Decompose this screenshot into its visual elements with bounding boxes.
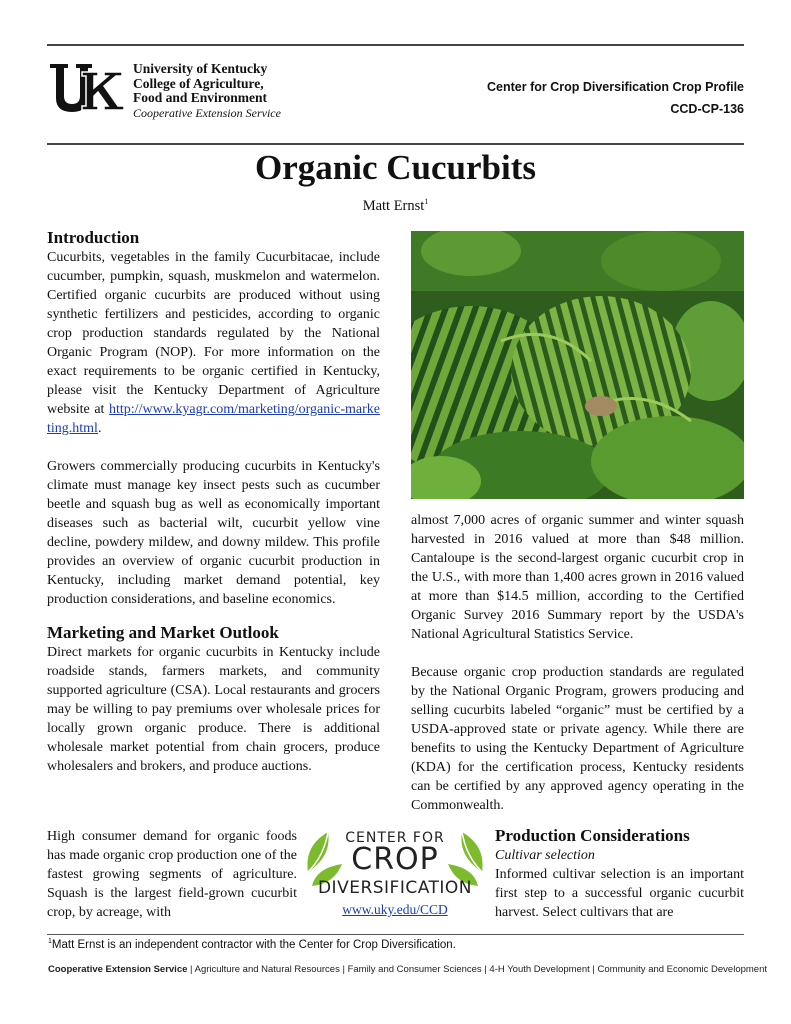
right-paragraph-1: almost 7,000 acres of organic summer and winter squash harvested in 2016 valued at more than $48 million. Cantaloupe is the second-largest organic cucurbit crop in the U.S., with more than 1,400 acres grown in 2016 valued at more than $14.5 million, according to the Certified Organic Survey 2016 Summary report by the USDA's National Agricultural Statistics Service.: [411, 513, 744, 642]
intro-paragraph-1: [47, 248, 380, 438]
footer-ces: Cooperative Extension Service: [48, 964, 188, 975]
org-line-3: Food and Environment: [133, 90, 268, 105]
footnote-text: Matt Ernst is an independent contractor with the Center for Crop Diversification.: [51, 938, 456, 951]
ccd-logo-line-3: DIVERSIFICATION: [317, 878, 473, 898]
left-column-bottom: [47, 827, 297, 922]
right-column: [411, 511, 744, 815]
author: [0, 197, 791, 215]
author-footnote-mark: 1: [424, 197, 429, 206]
uk-logo-icon: [48, 62, 126, 116]
intro-paragraph-2: Growers commercially producing cucurbits in Kentucky's climate must manage key insect pests such as cucumber beetle and squash bug as well as economically important diseases such as bacterial wilt, cucurbit yellow vine decline, powdery mildew, and downy mildew. This profile provides an overview of organic cucurbit production in Kentucky, including market demand potential, key production considerations, and baseline economics.: [47, 459, 380, 607]
page-title: Organic Cucurbits: [255, 148, 536, 187]
production-column: [495, 826, 744, 922]
intro-heading: Introduction: [47, 228, 140, 247]
profile-title: Center for Crop Diversification Crop Profile: [487, 80, 744, 94]
marketing-paragraph-1: Direct markets for organic cucurbits in Kentucky include roadside stands, farmers markets, and community supported agriculture (CSA). Local restaurants and grocers may be willing to pay premiums over wholesale prices for locally grown organic produce. There is additional wholesale market potential from chain grocers, produce wholesalers and brokers, and produce auctions.: [47, 645, 380, 774]
footer-units: | Agriculture and Natural Resources | Family and Consumer Sciences | 4-H Youth Development | Community and Economic Development: [187, 964, 768, 975]
watermelon-photo: [411, 231, 744, 499]
production-subheading: Cultivar selection: [495, 848, 595, 863]
marketing-paragraph-2: High consumer demand for organic foods has made organic crop production one of the fastest growing segments of agriculture. Squash is the largest field-grown cucurbit crop, by acreage, with: [47, 829, 297, 920]
org-line-1: University of Kentucky: [133, 61, 268, 76]
top-rule: [47, 44, 744, 46]
ccd-logo-line-2: CROP: [351, 842, 439, 877]
ccd-logo-line-1: CENTER FOR: [345, 830, 445, 846]
footnote-rule: [47, 934, 744, 935]
profile-label: [487, 76, 744, 120]
marketing-heading: Marketing and Market Outlook: [47, 623, 279, 642]
author-name: Matt Ernst: [362, 197, 425, 214]
production-paragraph-1: Informed cultivar selection is an important first step to a successful organic cucurbit harvest. Select cultivars that are: [495, 867, 744, 920]
org-line-2: College of Agriculture,: [133, 75, 264, 91]
intro-p1-text: Cucurbits, vegetables in the family Cucurbitacae, include cucumber, pumpkin, squash, muskmelon and watermelon. Certified organic cucurbits are produced without using synthetic fertilizers and pesticides, according to organic crop production standards regulated by the National Organic Program (NOP). For more information on the exact requirements to be organic certified in Kentucky, please visit the Kentucky Department of Agriculture website at: [47, 250, 380, 417]
left-column: [47, 228, 380, 776]
right-paragraph-2: Because organic crop production standards are regulated by the National Organic Program, growers producing and selling cucurbits labeled “organic” must be certified by a USDA-approved state or private agency. While there are benefits to using the Kentucky Department of Agriculture (KDA) for the certification process, Kentucky residents can be certified by any approved agency operating in the Commonwealth.: [411, 665, 744, 813]
intro-p1-end: .: [97, 421, 102, 436]
footnote-mark: 1: [48, 938, 52, 945]
footnote: [48, 938, 456, 951]
org-line-4: Cooperative Extension Service: [133, 105, 281, 120]
header-bottom-rule: [47, 143, 744, 145]
production-heading: Production Considerations: [495, 826, 690, 845]
kyagr-link[interactable]: http://www.kyagr.com/marketing/organic-marketing.html: [47, 402, 380, 436]
profile-code: CCD-CP-136: [670, 102, 744, 116]
org-name: [133, 62, 281, 120]
footer: [48, 964, 767, 975]
ccd-url-link[interactable]: www.uky.edu/CCD: [342, 902, 448, 917]
